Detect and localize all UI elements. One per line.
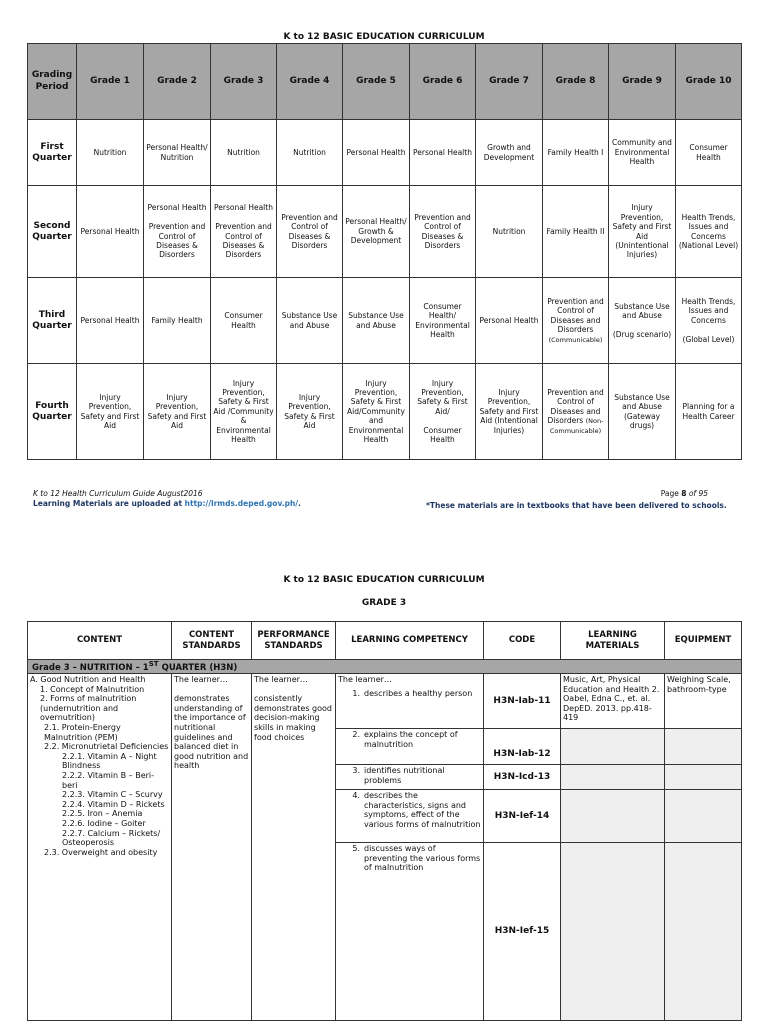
table-row — [28, 186, 742, 278]
upload-note — [33, 499, 301, 509]
table-row — [28, 278, 742, 364]
column-header: PERFORMANCE STANDARDS — [252, 622, 336, 660]
quarter-label: First Quarter — [28, 120, 77, 186]
content-cell — [28, 674, 172, 1021]
empty-cell — [665, 729, 742, 765]
grade-header: Grade 2 — [144, 44, 211, 120]
textbook-note: *These materials are in textbooks that have been delivered to schools. — [426, 501, 727, 510]
competency-text: identifies nutritional problems — [364, 766, 445, 785]
topic-cell: Family Health II — [543, 186, 609, 278]
performance-standard-cell: The learner… consistently demonstrates good decision-making skills in making food choices — [252, 674, 336, 1021]
strand-label — [28, 660, 742, 674]
list-item: 2.2.1. Vitamin A – Night Blindness — [62, 751, 157, 771]
grade-header: Grade 9 — [609, 44, 676, 120]
empty-cell — [665, 790, 742, 843]
page-number — [661, 489, 708, 498]
upload-text: Learning Materials are uploaded at — [33, 498, 185, 508]
grade-subtitle: GRADE 3 — [361, 598, 407, 608]
table-row — [28, 674, 742, 729]
topic-cell: Health Trends, Issues and Concerns (Global Level) — [676, 278, 742, 364]
competency-text: describes the characteristics, signs and symptoms, effect of the various forms of malnutrition — [364, 791, 481, 829]
competency-cell — [336, 674, 484, 729]
topic-cell: Community and Environmental Health — [609, 120, 676, 186]
grade-header: Grade 3 — [211, 44, 277, 120]
empty-cell — [665, 843, 742, 1021]
topic-cell: Consumer Health/ Environmental Health — [410, 278, 476, 364]
topic-cell: Nutrition — [77, 120, 144, 186]
list-item: 2.2.6. Iodine – Goiter — [62, 818, 146, 828]
topic-cell: Substance Use and Abuse (Drug scenario) — [609, 278, 676, 364]
strand-prefix: Grade 3 – NUTRITION – 1 — [32, 662, 149, 673]
list-item: 2. Forms of malnutrition (undernutrition and overnutrition) — [40, 694, 137, 723]
topic-cell: Consumer Health — [211, 278, 277, 364]
topic-cell — [543, 364, 609, 460]
topic-cell: Prevention and Control of Diseases & Disorders — [277, 186, 343, 278]
topic-cell: Personal Health — [343, 120, 410, 186]
topic-cell: Health Trends, Issues and Concerns (National Level) — [676, 186, 742, 278]
topic-cell — [543, 278, 609, 364]
header-row — [28, 44, 742, 120]
topic-cell: Personal Health/ Nutrition — [144, 120, 211, 186]
quarter-label: Fourth Quarter — [28, 364, 77, 460]
guide-name: K to 12 Health Curriculum Guide August2016 — [33, 489, 203, 498]
table-row — [28, 364, 742, 460]
grade-header: Grade 6 — [410, 44, 476, 120]
column-header: CONTENT — [28, 622, 172, 660]
list-item: 2.2.2. Vitamin B – Beri-beri — [62, 770, 155, 790]
strand-sup: ST — [148, 659, 159, 668]
empty-cell — [665, 765, 742, 790]
topic-cell: Substance Use and Abuse — [343, 278, 410, 364]
list-item: 2.1. Protein-Energy Malnutrition (PEM) — [44, 722, 121, 742]
topic-cell: Personal Health — [410, 120, 476, 186]
topic-cell: Substance Use and Abuse — [277, 278, 343, 364]
strand-suffix: QUARTER (H3N) — [158, 662, 238, 673]
empty-cell — [561, 765, 665, 790]
competency-cell — [336, 729, 484, 765]
topic-cell: Nutrition — [476, 186, 543, 278]
competency-text: explains the concept of malnutrition — [364, 730, 458, 749]
topic-cell: Personal Health Prevention and Control of Diseases & Disorders — [211, 186, 277, 278]
page-current: 8 — [681, 489, 687, 498]
curriculum-title: K to 12 BASIC EDUCATION CURRICULUM — [283, 32, 485, 42]
topic-cell: Personal Health Prevention and Control of Diseases & Disorders — [144, 186, 211, 278]
topic-cell: Nutrition — [211, 120, 277, 186]
list-item: 2.3. Overweight and obesity — [44, 847, 158, 857]
topic-cell: Personal Health — [476, 278, 543, 364]
quarter-label: Third Quarter — [28, 278, 77, 364]
topic-cell: Growth and Development — [476, 120, 543, 186]
competency-item — [338, 791, 481, 829]
competency-number: 3. — [352, 766, 360, 776]
grade-header: Grade 8 — [543, 44, 609, 120]
competency-text: describes a healthy person — [364, 688, 473, 698]
topic-cell: Injury Prevention, Safety and First Aid — [144, 364, 211, 460]
grade3-curriculum-table — [27, 621, 742, 1021]
topic-cell: Injury Prevention, Safety and First Aid — [77, 364, 144, 460]
empty-cell — [561, 790, 665, 843]
competency-cell — [336, 843, 484, 1021]
topic-cell: Injury Prevention, Safety & First Aid /Community & Environmental Health — [211, 364, 277, 460]
empty-cell — [561, 843, 665, 1021]
topic-cell: Family Health — [144, 278, 211, 364]
topic-cell: Personal Health — [77, 278, 144, 364]
code-cell: H3N-Iab-12 — [484, 729, 561, 765]
competency-number: 2. — [352, 730, 360, 740]
topic-subnote: (Non-Communicable) — [549, 417, 604, 435]
topic-cell: Injury Prevention, Safety & First Aid/Community and Environmental Health — [343, 364, 410, 460]
learning-materials-cell: Music, Art, Physical Education and Health 2. Oabel, Edna C., et. al. DepED. 2013. pp.418-419 — [561, 674, 665, 729]
column-header: CODE — [484, 622, 561, 660]
code-cell: H3N-Ief-15 — [484, 843, 561, 1021]
grading-period-header: Grading Period — [28, 44, 77, 120]
topic-cell: Family Health I — [543, 120, 609, 186]
topic-cell: Personal Health/ Growth & Development — [343, 186, 410, 278]
competency-intro: The learner… — [338, 675, 392, 685]
code-cell: H3N-Iab-11 — [484, 674, 561, 729]
topic-cell: Substance Use and Abuse (Gateway drugs) — [609, 364, 676, 460]
competency-item — [338, 766, 481, 785]
topic-cell: Consumer Health — [676, 120, 742, 186]
topic-cell: Planning for a Health Career — [676, 364, 742, 460]
competency-cell — [336, 790, 484, 843]
topic-cell: Personal Health — [77, 186, 144, 278]
competency-number: 1. — [352, 688, 360, 698]
header-row — [28, 622, 742, 660]
list-item: A. Good Nutrition and Health — [30, 675, 146, 685]
page-footer — [33, 489, 301, 509]
grade-header: Grade 10 — [676, 44, 742, 120]
competency-cell — [336, 765, 484, 790]
topic-text: Prevention and Control of Diseases and Disorders — [547, 297, 604, 335]
code-cell: H3N-Ief-14 — [484, 790, 561, 843]
grade-header: Grade 1 — [77, 44, 144, 120]
table-row — [28, 120, 742, 186]
upload-end: . — [298, 498, 301, 508]
list-item: 1. Concept of Malnutrition — [40, 684, 145, 694]
quarter-label: Second Quarter — [28, 186, 77, 278]
list-item: 2.2. Micronutrietal Deficiencies — [44, 742, 169, 752]
page-total: of 95 — [686, 489, 708, 498]
competency-text: discusses ways of preventing the various forms of malnutrition — [364, 844, 481, 873]
grade-header: Grade 4 — [277, 44, 343, 120]
competency-number: 4. — [352, 791, 360, 801]
topic-text: Prevention and Control of Diseases and Disorders — [547, 388, 604, 426]
strand-row — [28, 660, 742, 674]
list-item: 2.2.7. Calcium – Rickets/ Osteoperosis — [62, 828, 161, 848]
column-header: LEARNING MATERIALS — [561, 622, 665, 660]
list-item: 2.2.5. Iron – Anemia — [62, 809, 143, 819]
grade-header: Grade 5 — [343, 44, 410, 120]
column-header: CONTENT STANDARDS — [172, 622, 252, 660]
lrmds-link[interactable]: http://lrmds.deped.gov.ph/ — [184, 498, 299, 508]
content-list — [30, 675, 169, 857]
competency-item — [338, 844, 481, 873]
curriculum-title-2: K to 12 BASIC EDUCATION CURRICULUM — [283, 575, 485, 585]
topic-cell: Injury Prevention, Safety & First Aid/ Consumer Health — [410, 364, 476, 460]
list-item: 2.2.3. Vitamin C – Scurvy — [62, 790, 163, 800]
topic-cell: Injury Prevention, Safety and First Aid (Intentional Injuries) — [476, 364, 543, 460]
equipment-cell: Weighing Scale, bathroom-type — [665, 674, 742, 729]
topic-cell: Injury Prevention, Safety and First Aid (Unintentional Injuries) — [609, 186, 676, 278]
grade-level-topics-table — [27, 43, 742, 460]
topic-subnote: (Communicable) — [548, 335, 603, 344]
competency-item — [338, 730, 481, 749]
list-item: 2.2.4. Vitamin D – Rickets — [62, 799, 165, 809]
column-header: EQUIPMENT — [665, 622, 742, 660]
competency-item — [338, 689, 481, 699]
topic-cell: Prevention and Control of Diseases & Disorders — [410, 186, 476, 278]
competency-number: 5. — [352, 844, 360, 854]
topic-cell: Injury Prevention, Safety & First Aid — [277, 364, 343, 460]
code-cell: H3N-Icd-13 — [484, 765, 561, 790]
empty-cell — [561, 729, 665, 765]
grade-header: Grade 7 — [476, 44, 543, 120]
content-standard-cell: The learner… demonstrates understanding of the importance of nutritional guidelines and balanced diet in good nutrition and health — [172, 674, 252, 1021]
page-prefix: Page — [660, 489, 682, 498]
topic-cell: Nutrition — [277, 120, 343, 186]
column-header: LEARNING COMPETENCY — [336, 622, 484, 660]
